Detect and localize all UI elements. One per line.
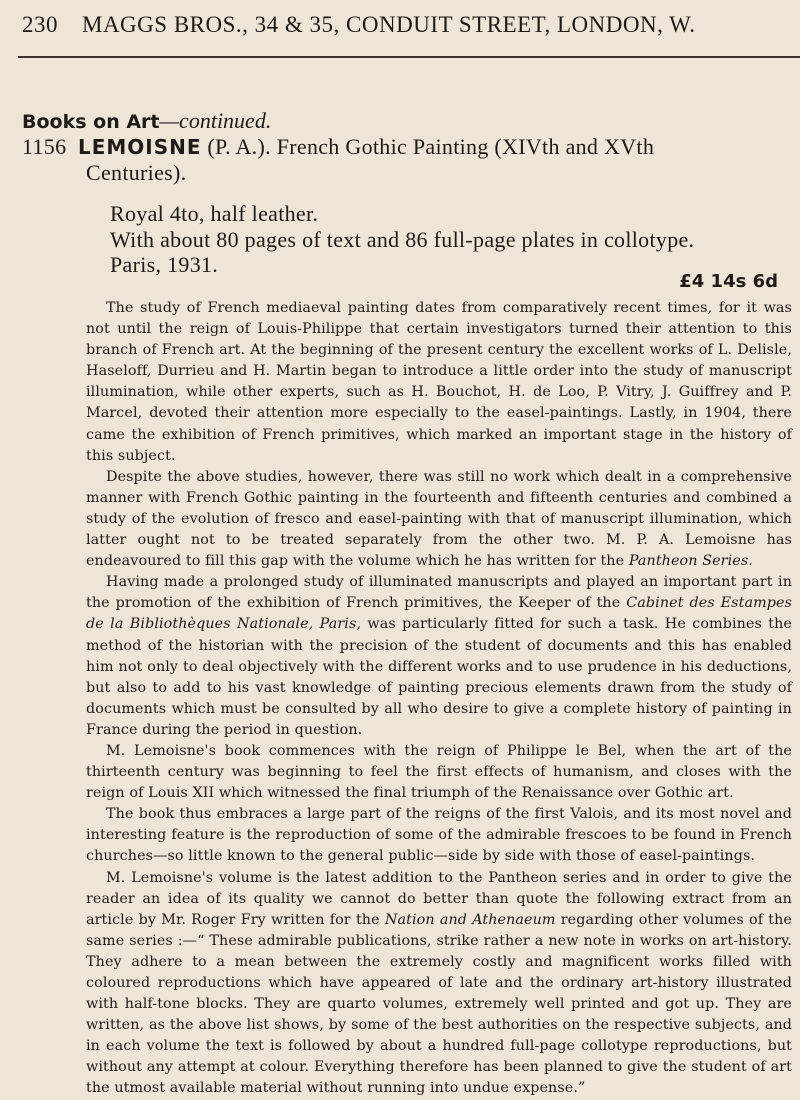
- section-continued: —continued.: [159, 108, 272, 133]
- entry-format: Royal 4to, half leather.: [110, 201, 319, 226]
- description-text: Despite the above studies, however, there was still no work which dealt in a comprehensive manner with French Gothic painting in the fourteenth and fifteenth centuries and combined a study of the evolution of fresco and easel-painting with that of manuscript illumination, which latter ought not to be treated separately from the other two. M. P. A. Lemoisne has endeavoured to fill this gap with the volume which he has written for the: [86, 468, 792, 570]
- section-title: Books on Art: [22, 111, 160, 133]
- lot-number: 1156: [22, 134, 67, 159]
- entry-imprint: Paris, 1931.: [110, 252, 219, 277]
- description-text: Having made a prolonged study of illuminated manuscripts and played an important part in the promotion of the exhibition of French primitives, the Keeper of the: [86, 574, 792, 612]
- description-paragraph: [86, 572, 792, 741]
- institution-name: Cabinet des Estampes de la Bibliothèques Nationale, Paris,: [86, 595, 792, 633]
- entry-title-part2: Centuries).: [86, 160, 187, 185]
- entry-illustrations: With about 80 pages of text and 86 full-page plates in collotype.: [110, 227, 695, 252]
- description-paragraph: The book thus embraces a large part of the reigns of the first Valois, and its most novel and interesting feature is the reproduction of some of the admirable frescoes to be found in French churches—so little known to the general public—side by side with those of easel-paintings.: [86, 806, 792, 865]
- running-title: MAGGS BROS., 34 & 35, CONDUIT STREET, LONDON, W.: [82, 12, 696, 37]
- entry-price: £4 14s 6d: [679, 271, 778, 292]
- entry-heading: [22, 134, 792, 160]
- series-name: Pantheon Series.: [628, 553, 753, 570]
- description-paragraph: [86, 868, 792, 1100]
- description-text: regarding other volumes of the same series :—“ These admirable publications, strike rather a new note in works on art-history. They adhere to a mean between the extremely costly and magnificent works filled with coloured reproductions which have appeared of late and the ordinary art-history illustrated with half-tone blocks. They are quarto volumes, extremely well printed and got up. They are written, as the above list shows, by some of the best authorities on the respective subjects, and in each volume the text is followed by about a hundred full-page collotype reproductions, but without any attempt at colour. Everything therefore has been planned to give the student of art the utmost available material without running into undue expense.”: [86, 911, 792, 1097]
- header-rule: [18, 56, 800, 58]
- description-text: M. Lemoisne's volume is the latest addition to the Pantheon series and in order to give the reader an idea of its quality we cannot do better than quote the following extract from an article by Mr. Roger Fry written for the: [86, 869, 792, 928]
- description-paragraph: The study of French mediaeval painting dates from comparatively recent times, for it was not until the reign of Louis-Philippe that certain investigators turned their attention to this branch of French art. At the beginning of the present century the excellent works of L. Delisle, Haseloff, Durrieu and H. Martin began to introduce a little order into the study of manuscript illumination, while other experts, such as H. Bouchot, H. de Loo, P. Vitry, J. Guiffrey and P. Marcel, devoted their attention more especially to the easel-paintings. Lastly, in 1904, there came the exhibition of French primitives, which marked an important stage in the history of this subject.: [86, 300, 792, 464]
- entry-title-part1: French Gothic Painting (XIVth and XVth: [276, 134, 655, 159]
- page-header: [22, 12, 792, 38]
- publication-name: Nation and Athenaeum: [384, 911, 556, 928]
- entry-description: [86, 298, 792, 1100]
- entry-author-initials: (P. A.).: [207, 134, 271, 159]
- description-text: was particularly fitted for such a task. He combines the method of the historian with the precision of the student of documents and this has enabled him not only to deal objectively with the different works and to use prudence in his deductions, but also to add to his vast knowledge of painting precious elements drawn from the study of documents which must be consulted by all who desire to give a complete history of painting in France during the period in question.: [86, 616, 792, 738]
- description-paragraph: [86, 467, 792, 572]
- page-number: 230: [22, 12, 58, 37]
- entry-author: LEMOISNE: [78, 135, 202, 159]
- section-heading: [22, 108, 271, 134]
- description-paragraph: M. Lemoisne's book commences with the reign of Philippe le Bel, when the art of the thirteenth century was beginning to feel the first effects of humanism, and closes with the reign of Louis XII which witnessed the final triumph of the Renaissance over Gothic art.: [86, 742, 792, 802]
